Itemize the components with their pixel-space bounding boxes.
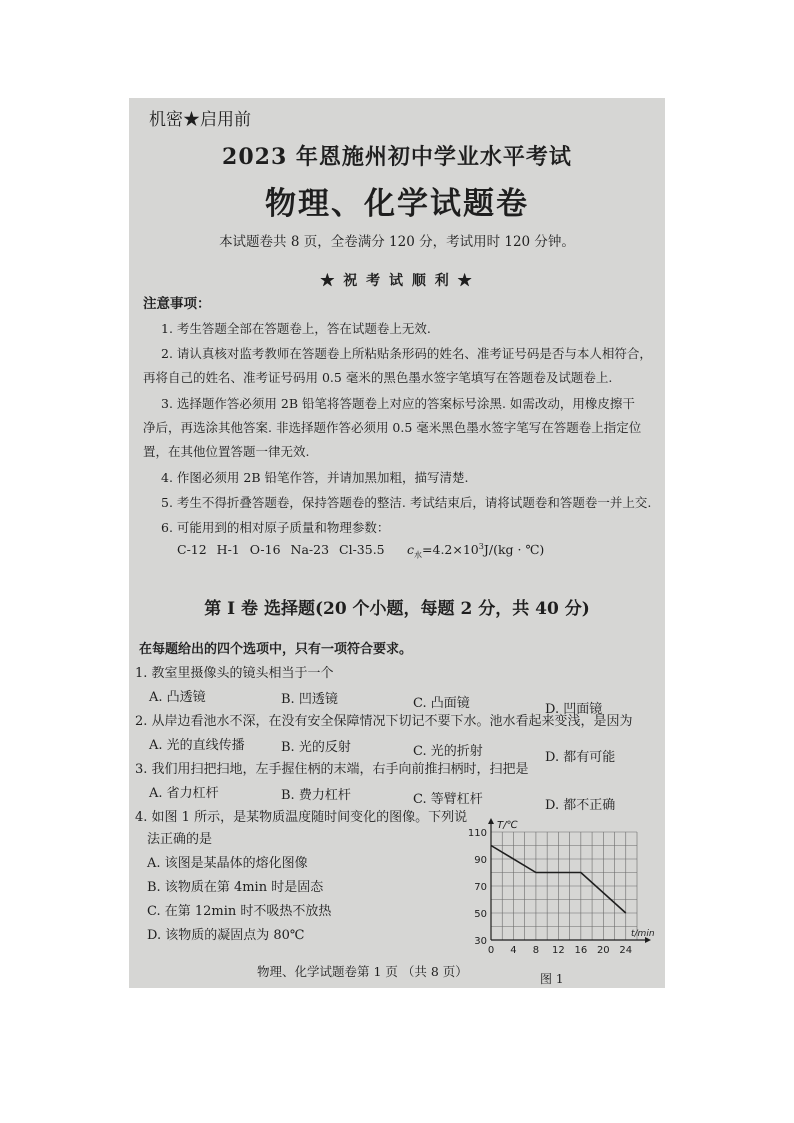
- question-3-option-d: D. 都不正确: [545, 798, 616, 813]
- note-item: 1. 考生答题全部在答题卷上，答在试题卷上无效.: [161, 321, 431, 336]
- question-4-option-d: D. 该物质的凝固点为 80℃: [147, 928, 305, 943]
- question-1-option-c: C. 凸面镜: [413, 696, 470, 711]
- question-4-option-b: B. 该物质在第 4min 时是固态: [147, 880, 324, 895]
- question-4-stem: 4. 如图 1 所示，是某物质温度随时间变化的图像。下列说: [135, 810, 468, 825]
- question-1-stem: 1. 教室里摄像头的镜头相当于一个: [135, 666, 334, 681]
- question-4-stem-cont: 法正确的是: [147, 832, 213, 847]
- blessing-line: ★ 祝 考 试 顺 利 ★: [320, 273, 474, 289]
- note-item: 置，在其他位置答题一律无效.: [143, 444, 310, 459]
- section-title: 第 I 卷 选择题(20 个小题，每题 2 分，共 40 分): [204, 599, 590, 619]
- question-4-option-c: C. 在第 12min 时不吸热不放热: [147, 904, 332, 919]
- notes-heading: 注意事项：: [143, 296, 211, 312]
- figure-caption: 图 1: [540, 972, 564, 986]
- water-symbol: c: [407, 542, 415, 558]
- confidential-mark: 机密★启用前: [149, 110, 251, 130]
- x-tick-label: 24: [619, 945, 633, 956]
- x-tick-label: 4: [510, 945, 517, 956]
- x-tick-label: 8: [532, 945, 540, 956]
- question-1-option-a: A. 凸透镜: [149, 690, 206, 705]
- question-1-option-d: D. 凹面镜: [545, 702, 603, 717]
- y-tick-label: 90: [474, 855, 487, 866]
- y-tick-label: 110: [467, 828, 487, 839]
- note-item: 净后，再选涂其他答案. 非选择题作答必须用 0.5 毫米黑色墨水签字笔写在答题卷上指定位: [143, 420, 642, 435]
- x-axis-label: t/min: [631, 929, 655, 939]
- question-2-stem: 2. 从岸边看池水不深，在没有安全保障情况下切记不要下水。池水看起来变浅，是因为: [135, 714, 633, 729]
- question-3-option-a: A. 省力杠杆: [149, 786, 219, 801]
- x-tick-label: 0: [487, 945, 495, 956]
- exam-intro: 本试题卷共 8 页，全卷满分 120 分，考试用时 120 分钟。: [219, 234, 575, 250]
- note-item: 再将自己的姓名、准考证号码用 0.5 毫米的黑色墨水签字笔填写在答题卷及试题卷上.: [143, 370, 613, 385]
- water-unit: J/(kg · ℃): [483, 542, 545, 558]
- x-tick-label: 12: [552, 945, 565, 956]
- y-axis-arrow: [488, 818, 494, 824]
- y-tick-label: 70: [474, 882, 487, 893]
- question-2-option-a: A. 光的直线传播: [149, 738, 245, 753]
- note-item: 2. 请认真核对监考教师在答题卷上所粘贴条形码的姓名、准考证号码是否与本人相符合，: [161, 346, 652, 361]
- y-tick-label: 50: [474, 909, 487, 920]
- question-2-option-c: C. 光的折射: [413, 744, 483, 759]
- note-item: 5. 考生不得折叠答题卷，保持答题卷的整洁. 考试结束后，请将试题卷和答题卷一并上交.: [161, 495, 652, 510]
- exam-page: [129, 98, 665, 988]
- x-tick-label: 20: [596, 945, 610, 956]
- water-specific-heat: [407, 542, 544, 561]
- question-1-option-b: B. 凹透镜: [281, 692, 338, 707]
- section-instruction: 在每题给出的四个选项中，只有一项符合要求。: [139, 642, 413, 657]
- note-item: 4. 作图必须用 2B 铅笔作答，并请加黑加粗，描写清楚.: [161, 470, 469, 485]
- y-axis-label: T/℃: [497, 820, 518, 831]
- question-3-option-c: C. 等臂杠杆: [413, 792, 483, 807]
- atomic-masses: C-12 H-1 O-16 Na-23 Cl-35.5: [177, 542, 385, 557]
- note-item: 6. 可能用到的相对原子质量和物理参数：: [161, 520, 390, 535]
- temperature-time-chart: [459, 813, 659, 963]
- water-value: =4.2×10: [422, 542, 479, 558]
- question-4-option-a: A. 该图是某晶体的熔化图像: [147, 856, 308, 871]
- subject-title: 物理、化学试题卷: [265, 186, 529, 222]
- question-2-option-d: D. 都有可能: [545, 750, 616, 765]
- exam-title: 2023 年恩施州初中学业水平考试: [222, 144, 572, 170]
- page-footer: 物理、化学试题卷第 1 页 （共 8 页）: [257, 964, 468, 979]
- note-item: 3. 选择题作答必须用 2B 铅笔将答题卷上对应的答案标号涂黑. 如需改动，用橡皮擦干: [161, 396, 635, 411]
- question-3-stem: 3. 我们用扫把扫地，左手握住柄的末端，右手向前推扫柄时，扫把是: [135, 762, 529, 777]
- water-sub: 水: [414, 550, 423, 560]
- question-3-option-b: B. 费力杠杆: [281, 788, 351, 803]
- question-2-option-b: B. 光的反射: [281, 740, 351, 755]
- water-exp: 3: [478, 542, 484, 551]
- x-tick-label: 16: [574, 945, 588, 956]
- y-tick-label: 30: [474, 936, 487, 947]
